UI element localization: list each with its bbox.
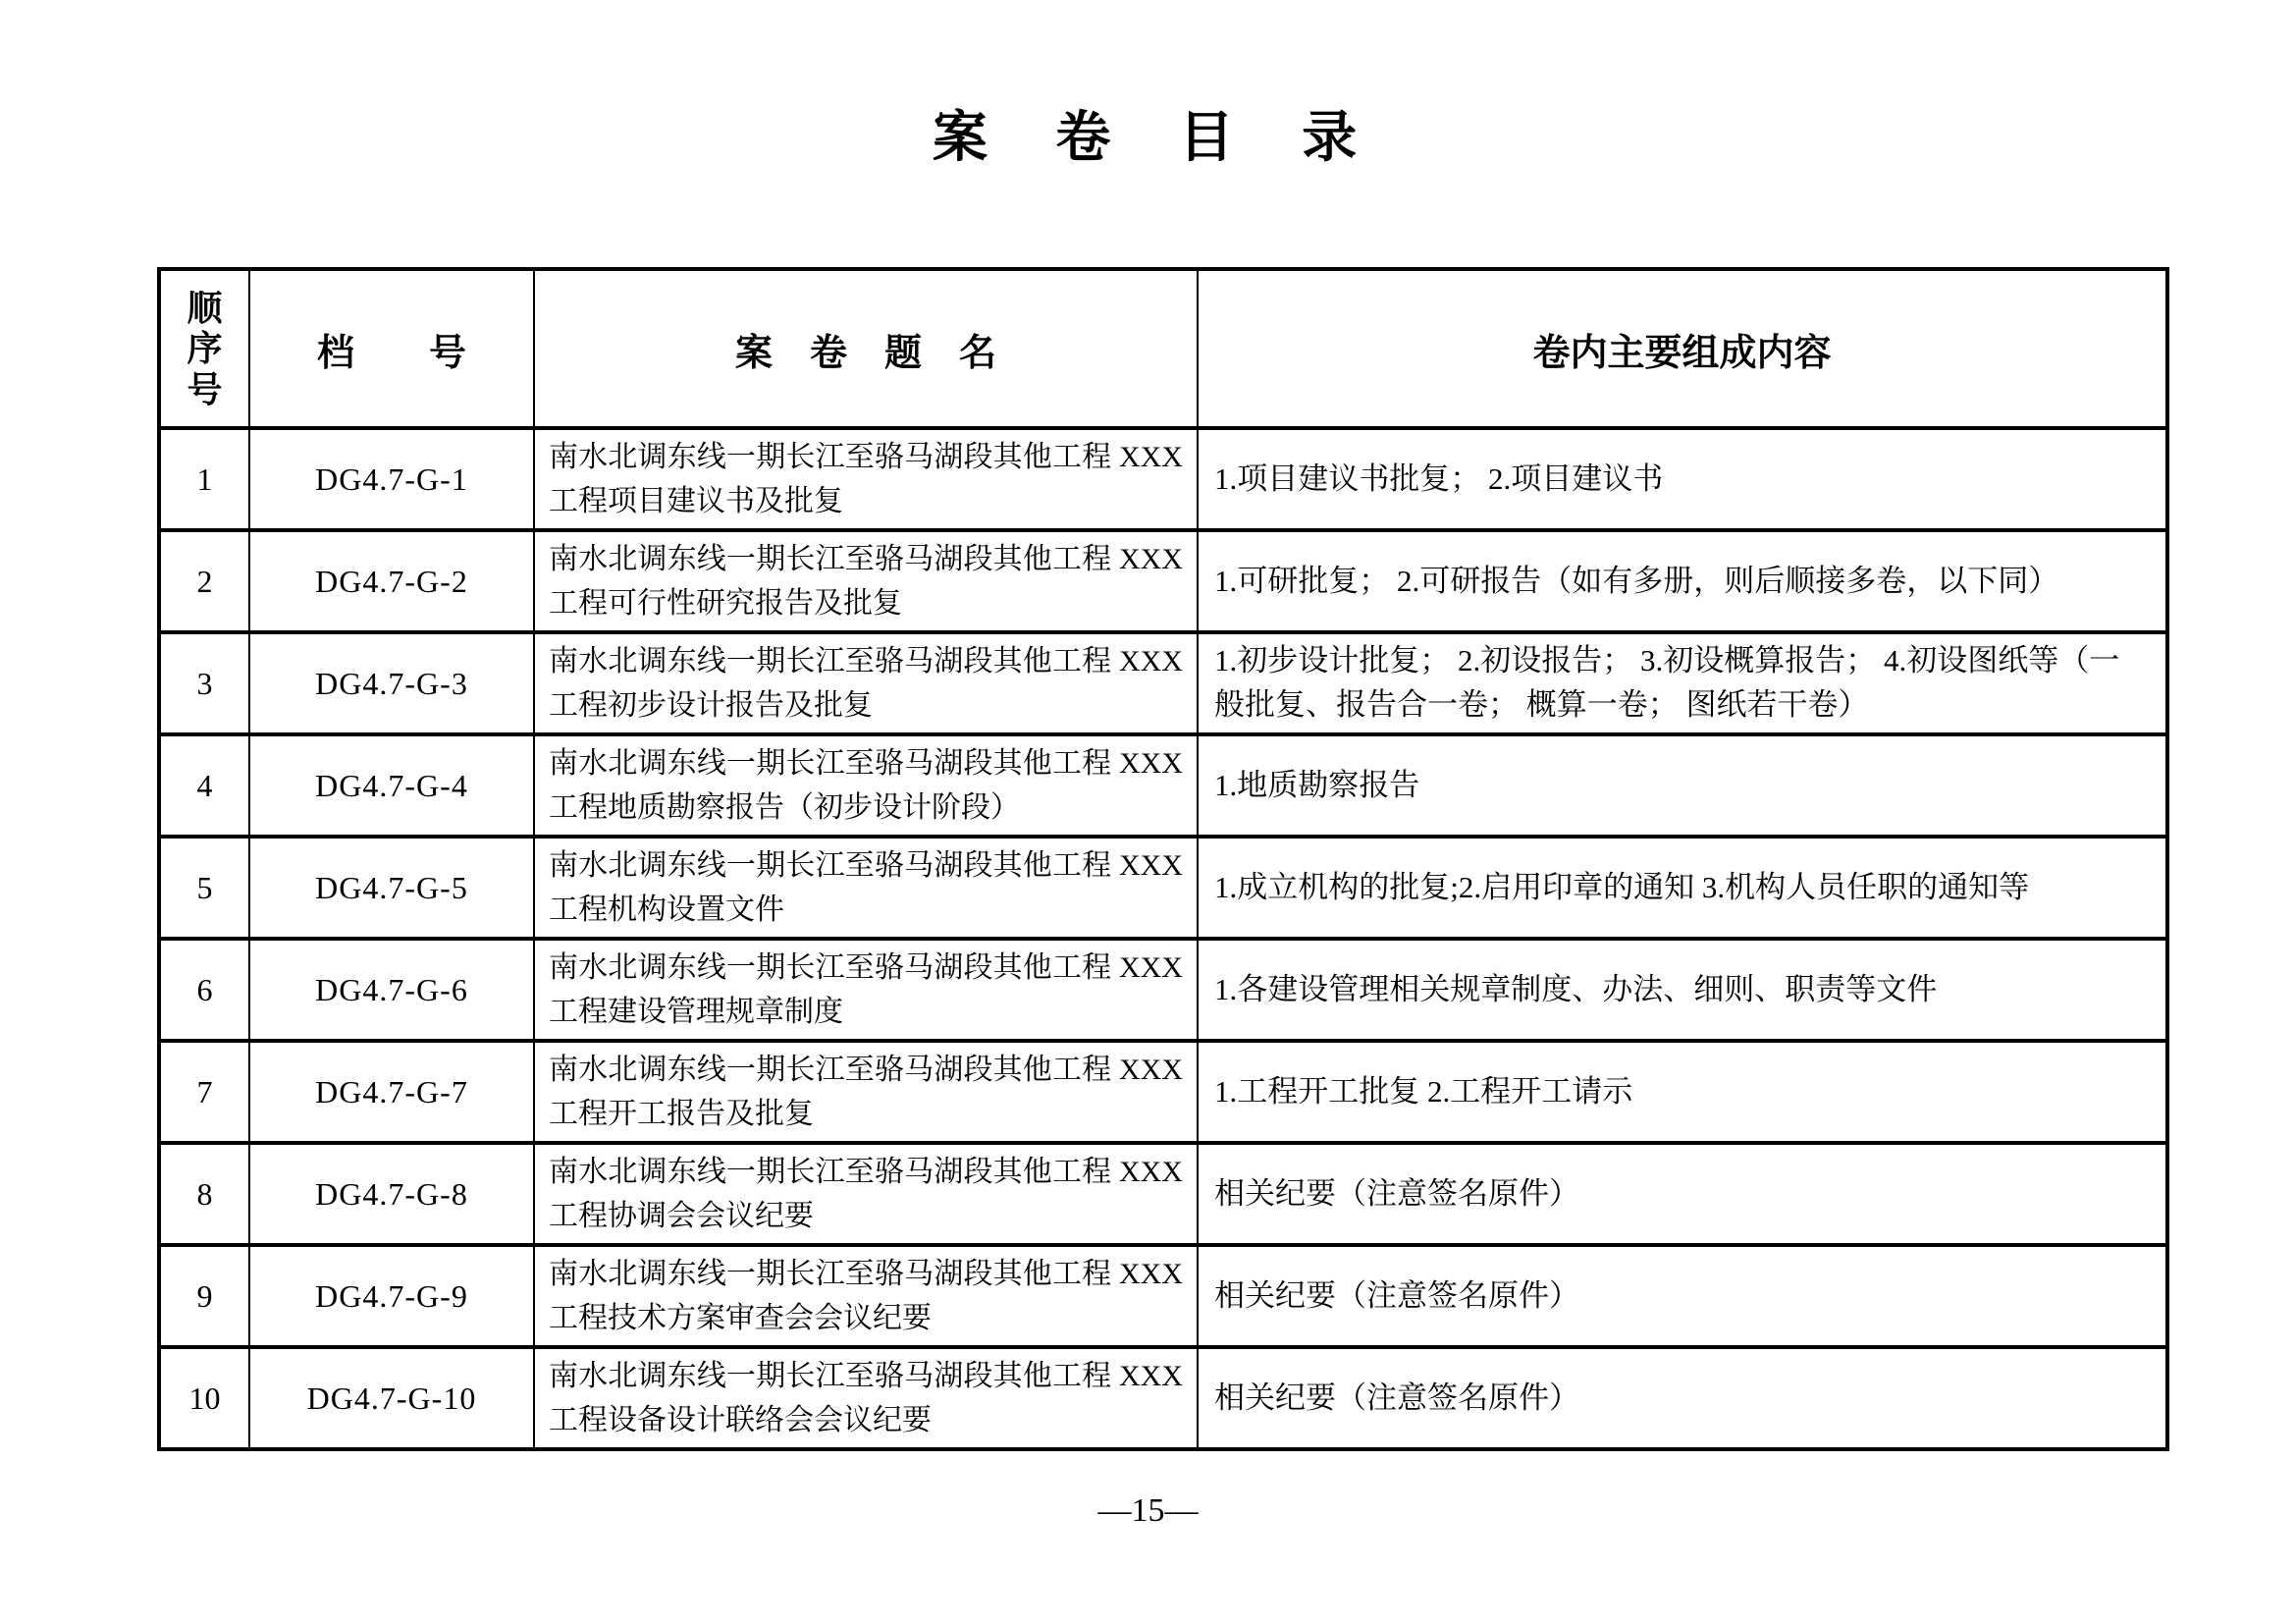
catalog-table xyxy=(157,267,2169,1451)
cell-file-no: DG4.7-G-5 xyxy=(249,837,534,939)
cell-seq: 6 xyxy=(159,939,249,1041)
cell-file-no: DG4.7-G-7 xyxy=(249,1041,534,1143)
page-number: —15— xyxy=(1097,1492,1199,1529)
cell-contents: 相关纪要（注意签名原件） xyxy=(1198,1143,2167,1245)
cell-title: 南水北调东线一期长江至骆马湖段其他工程 XXX 工程可行性研究报告及批复 xyxy=(534,530,1198,632)
cell-file-no: DG4.7-G-4 xyxy=(249,734,534,837)
cell-contents: 1.地质勘察报告 xyxy=(1198,734,2167,837)
cell-file-no: DG4.7-G-3 xyxy=(249,632,534,734)
cell-file-no: DG4.7-G-1 xyxy=(249,428,534,530)
cell-contents: 1.可研批复； 2.可研报告（如有多册，则后顺接多卷，以下同） xyxy=(1198,530,2167,632)
cell-title: 南水北调东线一期长江至骆马湖段其他工程 XXX 工程开工报告及批复 xyxy=(534,1041,1198,1143)
cell-contents: 相关纪要（注意签名原件） xyxy=(1198,1245,2167,1347)
cell-title: 南水北调东线一期长江至骆马湖段其他工程 XXX 工程机构设置文件 xyxy=(534,837,1198,939)
cell-title: 南水北调东线一期长江至骆马湖段其他工程 XXX 工程初步设计报告及批复 xyxy=(534,632,1198,734)
cell-contents: 1.各建设管理相关规章制度、办法、细则、职责等文件 xyxy=(1198,939,2167,1041)
cell-title: 南水北调东线一期长江至骆马湖段其他工程 XXX 工程设备设计联络会会议纪要 xyxy=(534,1347,1198,1449)
cell-seq: 4 xyxy=(159,734,249,837)
cell-contents: 1.初步设计批复； 2.初设报告； 3.初设概算报告； 4.初设图纸等（一般批复、报告合一卷； 概算一卷； 图纸若干卷） xyxy=(1198,632,2167,734)
table-row xyxy=(159,939,2167,1041)
page-title: 案 卷 目 录 xyxy=(932,106,1364,168)
cell-seq: 1 xyxy=(159,428,249,530)
cell-file-no: DG4.7-G-10 xyxy=(249,1347,534,1449)
table-row xyxy=(159,632,2167,734)
cell-seq: 8 xyxy=(159,1143,249,1245)
column-header-contents: 卷内主要组成内容 xyxy=(1198,269,2167,428)
table-row xyxy=(159,530,2167,632)
table-row xyxy=(159,1245,2167,1347)
cell-title: 南水北调东线一期长江至骆马湖段其他工程 XXX 工程技术方案审查会会议纪要 xyxy=(534,1245,1198,1347)
column-header-seq: 顺序号 xyxy=(159,269,249,428)
cell-seq: 7 xyxy=(159,1041,249,1143)
table-row xyxy=(159,837,2167,939)
cell-file-no: DG4.7-G-6 xyxy=(249,939,534,1041)
cell-contents: 1.成立机构的批复;2.启用印章的通知 3.机构人员任职的通知等 xyxy=(1198,837,2167,939)
cell-seq: 10 xyxy=(159,1347,249,1449)
cell-title: 南水北调东线一期长江至骆马湖段其他工程 XXX 工程项目建议书及批复 xyxy=(534,428,1198,530)
cell-contents: 1.项目建议书批复； 2.项目建议书 xyxy=(1198,428,2167,530)
table-row xyxy=(159,1347,2167,1449)
table-header-row xyxy=(159,269,2167,428)
table-row xyxy=(159,1143,2167,1245)
table-row xyxy=(159,428,2167,530)
cell-contents: 相关纪要（注意签名原件） xyxy=(1198,1347,2167,1449)
cell-seq: 2 xyxy=(159,530,249,632)
table-row xyxy=(159,1041,2167,1143)
cell-file-no: DG4.7-G-2 xyxy=(249,530,534,632)
cell-contents: 1.工程开工批复 2.工程开工请示 xyxy=(1198,1041,2167,1143)
cell-file-no: DG4.7-G-8 xyxy=(249,1143,534,1245)
cell-title: 南水北调东线一期长江至骆马湖段其他工程 XXX 工程地质勘察报告（初步设计阶段） xyxy=(534,734,1198,837)
cell-title: 南水北调东线一期长江至骆马湖段其他工程 XXX 工程建设管理规章制度 xyxy=(534,939,1198,1041)
table-row xyxy=(159,734,2167,837)
cell-file-no: DG4.7-G-9 xyxy=(249,1245,534,1347)
cell-seq: 9 xyxy=(159,1245,249,1347)
column-header-file-no: 档 号 xyxy=(249,269,534,428)
cell-seq: 5 xyxy=(159,837,249,939)
column-header-title: 案 卷 题 名 xyxy=(534,269,1198,428)
cell-title: 南水北调东线一期长江至骆马湖段其他工程 XXX 工程协调会会议纪要 xyxy=(534,1143,1198,1245)
cell-seq: 3 xyxy=(159,632,249,734)
